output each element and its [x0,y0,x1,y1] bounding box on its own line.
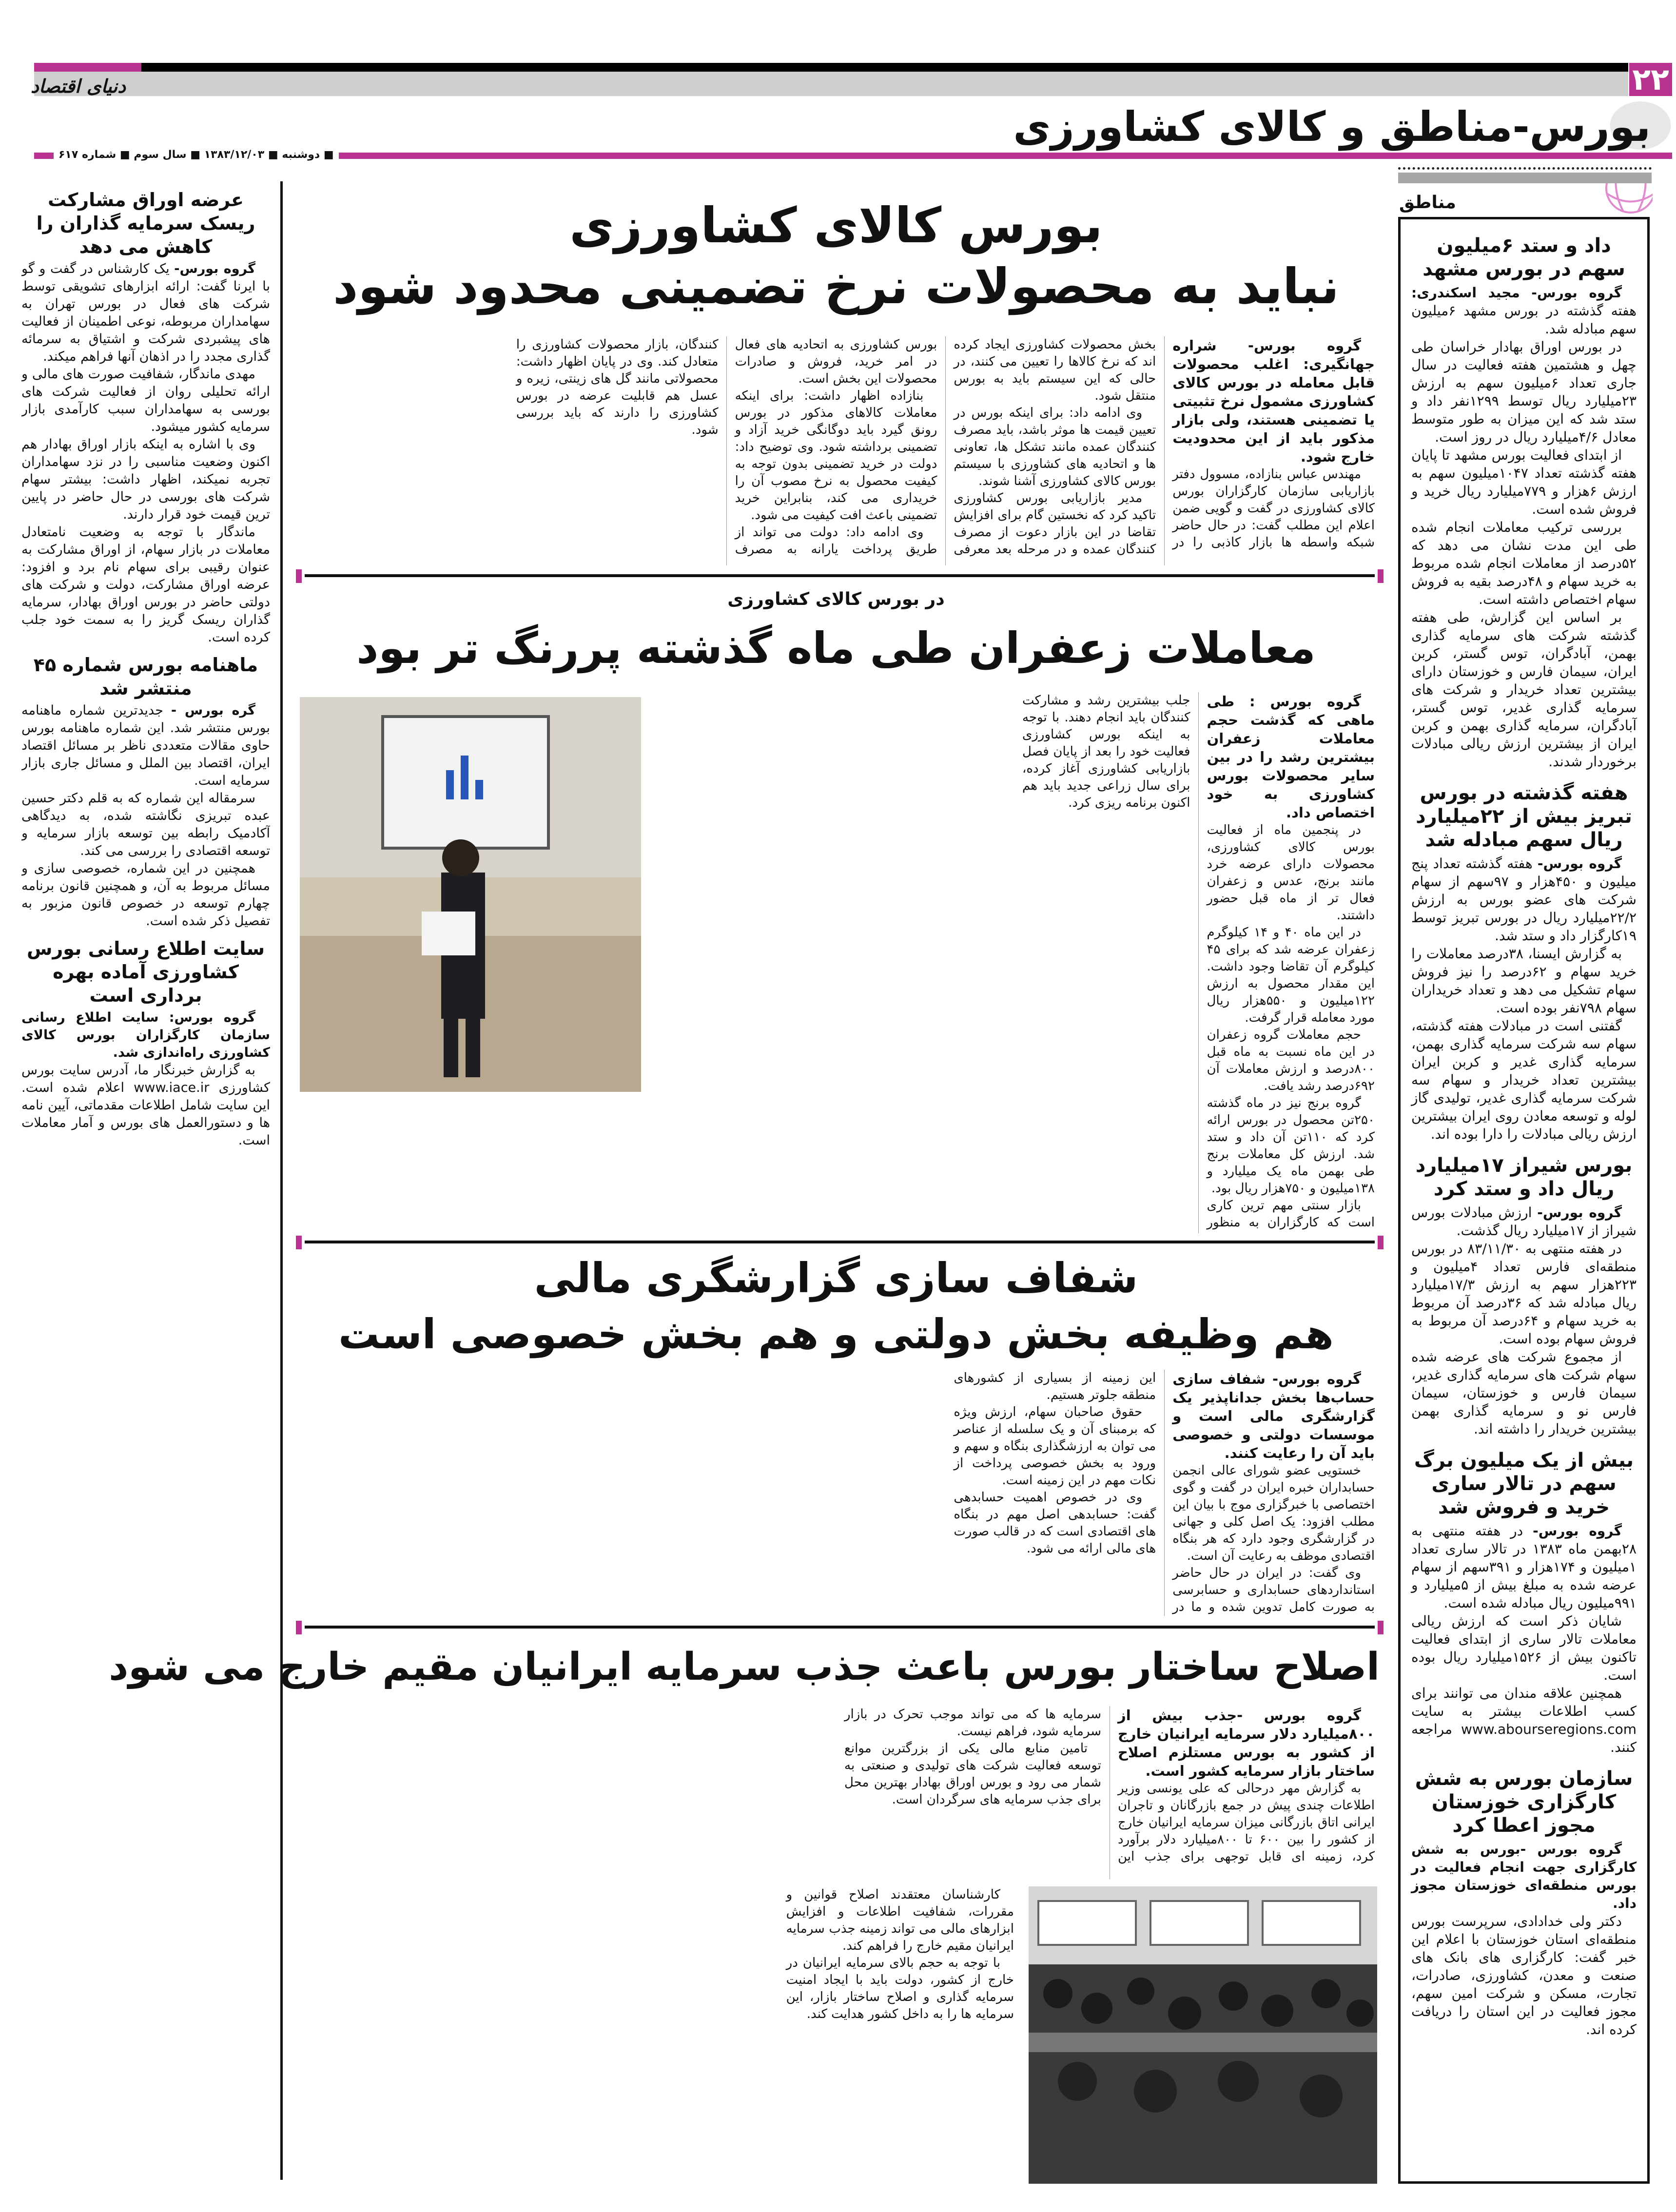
newspaper-logo: دنیای اقتصاد [30,76,126,97]
section-divider [305,1626,1375,1629]
paragraph: بررسی ترکیب معاملات انجام شده طی این مدت نشان می دهد که ۵۲درصد از معاملات انجام شده مربوط به خرید سهام و ۴۸درصد بقیه به فروش سهام اختصاص داشته است. [1411,519,1637,607]
left-story-body [21,1009,270,1149]
article-lead: گروه بورس- شفاف سازی حساب‌ها بخش جداناپذیر یک گزارشگری مالی است و موسسات دولتی و خصوصی باید آن را رعایت کنند. [1172,1371,1375,1461]
paragraph: ماندگار با توجه به وضعیت نامتعادل معاملات در بازار سهام، از اوراق مشارکت به عنوان رقیبی برای سهام نام برد و افزود: عرضه اوراق مشارکت، دولت و شرکت های دولتی حاضر در بورس اوراق بهادار، سرمایه گذاران ریسک گریز را به سمت خود جلب کرده است. [21,524,270,645]
region-story-body [1411,1840,1637,2038]
paragraph: مهندس عباس بنازاده، مسوول دفتر بازاریابی سازمان کارگزاران بورس کالای کشاورزی در گفت و گویی ضمن اعلام این مطلب گفت: در حال حاضر شبکه واسطه ها بازار کاذبی را در بخش محصولات کشاورزی ایجاد کرده اند که نرخ کالاها را تعیین می کنند، در حالی که این سیستم باید به بورس منتقل شود. [954,337,1375,550]
trading-floor-photo [300,697,641,1092]
byline: گروه بورس- [1533,1523,1622,1539]
paragraph: همچنین علاقه مندان می توانند برای کسب اطلاعات بیشتر به سایت www.abourseregions.com مراجعه کنند. [1411,1685,1637,1755]
paragraph: بنازاده اظهار داشت: برای اینکه معاملات کالاهای مذکور در بورس رونق گیرد باید دوگانگی خرید آزاد و تضمینی برداشته شود. وی توضیح داد: دولت در خرید تضمینی بدون توجه به کیفیت محصول به نرخ مصوب آن را خریداری می کند، بنابراین خرید تضمینی باعث افت کیفیت می شود. [735,388,937,523]
crowd-photo [1029,1886,1377,2184]
photo-illustration [300,697,641,1092]
paragraph: مهدی ماندگار، شفافیت صورت های مالی و ارائه تحلیلی روان از فعالیت شرکت های بورسی به سهامداران سبب کارآمدی بازار سرمایه کشور میشود. [21,367,270,434]
article-lead: گروه بورس- شراره جهانگیری: اغلب محصولات قابل معامله در بورس کالای کشاورزی مشمول نرخ تثبیتی یا تضمینی هستند، ولی بازار مذکور باید از این محدودیت خارج شود. [1172,337,1375,465]
region-story-lead [1411,854,1637,945]
paragraph: گروه برنج نیز در ماه گذشته ۲۵۰تن محصول در بورس ارائه کرد که ۱۱۰تن آن داد و ستد شد. ارزش کل معاملات برنج طی بهمن ماه یک میلیارد و ۱۳۸میلیون و ۷۵۰هزار ریال بود. [1207,1096,1375,1196]
headline-line: هم وظیفه بخش دولتی و هم بخش خصوصی است [338,1310,1334,1358]
paragraph: در بورس اوراق بهادار خراسان طی چهل و هشتمین هفته فعالیت در سال جاری تعداد ۶میلیون سهم به ارزش ۲۳میلیارد ریال توسط ۱۲۹۹نفر داد و ستد شد که این میزان به طور متوسط معادل ۴/۶میلیارد ریال در روز است. [1411,339,1637,445]
article-2-kicker: در بورس کالای کشاورزی [727,589,945,609]
paragraph: به گزارش ایسنا، ۳۸درصد معاملات را خرید سهام و ۶۲درصد را نیز فروش سهام تشکیل می دهد و تعداد خریداران سهام ۷۹۸نفر بوده است. [1411,946,1637,1016]
paragraph: بر اساس این گزارش، طی هفته گذشته شرکت های سرمایه گذاری بهمن، آبادگران، توس گستر، کربن ایران، سیمان فارس و خوزستان دارای بیشترین تعداد خریدار و شرکت های سرمایه گذاری غدیر، توس گستر، آبادگران، سرمایه گذاری بهمن و کربن ایران از بیشترین ارزش ریالی مبادلات برخوردار شدند. [1411,609,1637,770]
lead-text: هفته گذشته تعداد پنج میلیون و ۴۵۰هزار و ۹۷سهم از سهام شرکت های عضو بورس به ارزش ۲۲/۲میلیارد ریال در بورس تبریز توسط ۱۹کارگزار داد و ستد شد. [1411,855,1637,944]
masthead-bar [34,63,1628,72]
headline-line: بورس کالای کشاورزی [569,197,1103,254]
lead-text: یک کارشناس در گفت و گو با ایرنا گفت: ارائه ابزارهای تشویقی توسط شرکت های فعال در بورس تهران به سهامداران مربوطه، نوعی اطمینان از فعالیت های پیشبردی شرکت و اشتیاق به سرمائه گذاری مجدد را در اذهان آنها فراهم میکند. [21,261,270,364]
region-story-body [1411,854,1637,1143]
byline: گروه بورس: سایت اطلاع رسانی سازمان کارگزاران بورس کالای کشاورزی راه‌اندازی شد. [21,1010,270,1060]
region-story-headline: سازمان بورس به شش کارگزاری خوزستان مجوز اعطا کرد [1415,1767,1633,1837]
article-3-body [297,1370,1375,1616]
region-story-lead [1411,1522,1637,1612]
article-1-body [297,336,1375,565]
region-story-lead [1411,284,1637,338]
paragraph: به گزارش مهر درحالی که علی یونسی وزیر اطلاعات چندی پیش در جمع بازرگانان و تاجران ایرانی اتاق بازرگانی میزان سرمایه ایرانیان خارج از کشور را بین ۶۰۰ تا ۸۰۰میلیارد دلار برآورد کرد، زمینه ای قابل توجهی برای جذب این سرمایه ها که می تواند موجب تحرک در بازار سرمایه شود، فراهم نیست. [844,1707,1375,1864]
paragraph: در این ماه ۴۰ و ۱۴ کیلوگرم زعفران عرضه شد که برای ۴۵ کیلوگرم آن تقاضا وجود داشت. این مقدار محصول به ارزش ۱۲۲میلیون و ۵۵۰هزار ریال مورد معامله قرار گرفت. [1207,925,1375,1025]
region-story-headline: هفته گذشته در بورس تبریز بیش از ۲۲میلیارد ریال سهم مبادله شد [1416,782,1632,851]
paragraph: وی با اشاره به اینکه بازار اوراق بهادار هم اکنون وضعیت مناسبی را در نزد سهامداران تجربه نمیکند، اظهار داشت: بیشتر سهام شرکت های بورسی در حال حاضر در پایین ترین قیمت خود قرار دارند. [21,437,270,522]
byline: گره بورس - [171,703,255,718]
lead-text: در هفته منتهی به ۲۸بهمن ماه ۱۳۸۳ در تالار ساری تعداد ۱میلیون و ۱۷۴هزار و ۳۹۱سهم از سهام عرضه شده به مبلغ بیش از ۵میلیارد و ۹۹۱میلیون ریال مبادله شده است. [1411,1523,1637,1611]
paragraph: حجم معاملات گروه زعفران در این ماه نسبت به ماه قبل ۸۰۰درصد و ارزش معاملات آن ۶۹۲درصد رشد یافت. [1207,1028,1375,1093]
left-story-lead [21,1009,270,1062]
lead-text: جدیدترین شماره ماهنامه بورس منتشر شد. این شماره ماهنامه بورس حاوی مقالات متعددی ناظر بر مسائل اقتصاد ایران، اقتصاد بین الملل و مسائل جاری بازار سرمایه است. [21,703,270,788]
region-story-headline: داد و ستد ۶میلیون سهم در بورس مشهد [1423,234,1625,280]
region-story-headline: بیش از یک میلیون برگ سهم در تالار ساری خرید و فروش شد [1414,1449,1634,1518]
left-story-headline: عرضه اوراق مشارکت ریسک سرمایه گذاران را کاهش می دهد [36,189,255,257]
paragraph: با توجه به حجم بالای سرمایه ایرانیان در خارج از کشور، دولت باید با ایجاد امنیت سرمایه گذاری و اصلاح ساختار بازار، این سرمایه ها را به داخل کشور هدایت کند. [786,1956,1014,2021]
paragraph: شایان ذکر است که ارزش ریالی معاملات تالار ساری از ابتدای فعالیت تاکنون بیش از ۱۵۲۶میلیارد ریال بوده است. [1411,1613,1637,1683]
byline: گروه بورس- [1537,1204,1622,1221]
paragraph: وی ادامه داد: دولت می تواند از طریق پرداخت یارانه به مصرف کنندگان، بازار محصولات کشاورزی را متعادل کند. وی در پایان اظهار داشت: محصولاتی مانند گل های زینتی، زیره و عسل هم قابلیت عرضه در بورس کشاورزی را دارند که باید بررسی شود. [516,337,937,557]
regions-label: مناطق [1399,193,1456,213]
paragraph: دکتر ولی خدادادی، سرپرست بورس منطقه‌ای استان خوزستان با اعلام این خبر گفت: کارگزاری های بانک های صنعت و معدن، کشاورزی، صادرات، تجارت، مسکن و شرکت امین سهم، مجوز فعالیت در این استان را دریافت کرده اند. [1411,1913,1637,2037]
paragraph: از مجموع شرکت های عرضه شده سهام شرکت های سرمایه گذاری غدیر، سیمان فارس و خوزستان، سیمان فارس نو و سرمایه گذاری بهمن بیشترین خریدار را داشته اند. [1411,1349,1637,1437]
article-2-headline: معاملات زعفران طی ماه گذشته پررنگ تر بود [356,623,1316,673]
paragraph: سرمقاله این شماره که به قلم دکتر حسین عبده تبریزی نگاشته شده، به دیدگاهی آکادمیک رابطه بین توسعه بازار سرمایه و توسعه اقتصادی را بررسی می کند. [21,791,270,858]
regions-box [1398,217,1650,2184]
masthead-band [34,72,1628,96]
section-divider [305,1241,1375,1243]
paragraph: وی در خصوص اهمیت حسابدهی گفت: حسابدهی اصل مهم در بنگاه های اقتصادی است که در قالب صورت های مالی ارائه می شود. [954,1490,1156,1556]
page-number: ۲۲ [1629,63,1672,96]
section-divider [305,574,1375,577]
left-story-headline: ماهنامه بورس شماره ۴۵ منتشر شد [33,654,258,699]
article-3-headline [292,1250,1380,1362]
article-lead: گروه بورس -جذب بیش از ۸۰۰میلیارد دلار سرمایه ایرانیان خارج از کشور به بورس مستلزم اصلاح ساختار بازار سرمایه کشور است. [1118,1707,1375,1779]
paragraph: در هفته منتهی به ۸۳/۱۱/۳۰ در بورس منطقه‌ای فارس تعداد ۴میلیون و ۲۲۳هزار سهم به ارزش ۱۷/۳میلیارد ریال مبادله شد که ۳۶درصد آن مربوط به خرید سهام و ۶۴درصد آن مربوط به فروش سهام بوده است. [1411,1241,1637,1347]
region-story-body [1411,1203,1637,1438]
article-1-headline [292,195,1380,317]
paragraph: وی ادامه داد: برای اینکه بورس در تعیین قیمت ها موثر باشد، باید مصرف کنندگان عمده مانند تشکل ها، تعاونی ها و اتحادیه های کشاورزی با سیستم بورس کالای کشاورزی آشنا شوند. [954,406,1156,488]
paragraph: به گزارش خبرنگار ما، آدرس سایت بورس کشاورزی www.iace.ir اعلام شده است. این سایت شامل اطلاعات مقدماتی، آیین نامه ها و دستورالعمل های بورس و آمار معاملات است. [21,1063,270,1148]
paragraph: وی گفت: در ایران در حال حاضر استانداردهای حسابداری و حسابرسی به صورت کامل تدوین شده و ما در این زمینه از بسیاری از کشورهای منطقه جلوتر هستیم. [954,1371,1375,1614]
region-story-body [1411,1522,1637,1756]
paragraph: کارشناسان معتقدند اصلاح قوانین و مقررات، شفافیت اطلاعات و افزایش ابزارهای مالی می تواند زمینه جذب سرمایه ایرانیان مقیم خارج را فراهم کند. [786,1887,1014,1953]
article-2-body [653,692,1375,1233]
byline: گروه بورس- [174,261,255,276]
paragraph: بازار سنتی مهم ترین کاری است که کارگزاران به منظور جلب بیشترین رشد و مشارکت کنندگان باید انجام دهند. با توجه به اینکه بورس کشاورزی فعالیت خود را بعد از پایان فصل بازاریابی کشاورزی آغاز کرده، برای سال زراعی جدید باید هم اکنون برنامه ریزی کرد. [1022,693,1375,1230]
article-4-headline: اصلاح ساختار بورس باعث جذب سرمایه ایرانیان مقیم خارج می شود [109,1645,1380,1689]
region-story-lead [1411,1840,1637,1912]
paragraph: گفتنی است در مبادلات هفته گذشته، سهام سه شرکت سرمایه گذاری بهمن، سرمایه گذاری غدیر و کربن ایران بیشترین تعداد خریدار و سهام سه شرکت سرمایه گذاری غدیر، تولیدی گاز لوله و توسعه معادن روی ایران بیشترین ارزش ریالی مبادلات را دارا بوده اند. [1411,1018,1637,1142]
left-story-headline: سایت اطلاع رسانی بورس کشاورزی آماده بهره برداری است [26,938,265,1006]
headline-line: شفاف سازی گزارشگری مالی [534,1254,1138,1302]
paragraph: در پنجمین ماه از فعالیت بورس کالای کشاورزی، محصولات دارای عرضه خرد مانند برنج، عدس و زعفران فعال تر از ماه قبل حضور داشتند. [1207,823,1375,923]
paragraph: حقوق صاحبان سهام، ارزش ویژه که برمبنای آن و یک سلسله از عناصر می توان به ارزشگذاری بنگاه و سهم و ورود به بخش خصوصی پرداخت از نکات مهم در این زمینه است. [954,1405,1156,1488]
byline: گروه بورس- [1537,855,1622,872]
left-story-lead [21,702,270,790]
section-title: بورس-مناطق و کالای کشاورزی [1013,103,1651,151]
region-story-headline: بورس شیراز ۱۷میلیارد ریال داد و ستد کرد [1415,1154,1633,1200]
paragraph: مدیر بازاریابی بورس کشاورزی تاکید کرد که نخستین گام برای افزایش تقاضا در این بازار دعوت از مصرف کنندگان عمده و در مرحله بعد معرفی بورس کشاورزی به اتحادیه های فعال در امر خرید، فروش و صادرات محصولات این بخش است. [735,337,1156,557]
dateline: ■ دوشنبه ■ ۱۳۸۳/۱۲/۰۳ ■ سال سوم ■ شماره ۶۱۷ [54,145,339,165]
dotted-rule [1398,167,1652,170]
paragraph: تامین منابع مالی یکی از بزرگترین موانع توسعه فعالیت شرکت های تولیدی و صنعتی به شمار می رود و بورس اوراق بهادار بهترین محل برای جذب سرمایه های سرگردان است. [844,1741,1101,1807]
lead-text: ارزش مبادلات بورس شیراز از ۱۷میلیارد ریال گذشت. [1411,1204,1637,1239]
column-divider [280,181,283,2180]
left-story-lead [21,260,270,366]
paragraph: خستویی عضو شورای عالی انجمن حسابداران خبره ایران در گفت و گوی اختصاصی با خبرگزاری موج با بیان این مطلب افزود: یک اصل کلی و جهانی در گزارشگری وجود دارد که هر بنگاه اقتصادی موظف به رعایت آن است. [1172,1463,1375,1563]
left-story-body [21,702,270,930]
left-story-body [21,260,270,646]
byline: گروه بورس -بورس به شش کارگزاری جهت انجام فعالیت در بورس منطقه‌ای خوزستان مجوز داد. [1411,1841,1637,1911]
byline: گروه بورس- مجید اسکندری: [1411,285,1622,301]
region-story-lead [1411,1203,1637,1240]
lead-text: هفته گذشته در بورس مشهد ۶میلیون سهم مبادله شد. [1411,303,1637,337]
article-4-body-bottom [297,1886,1014,2184]
article-4-body-top [297,1706,1375,1879]
masthead-accent [34,63,141,72]
article-lead: گروه بورس : طی ماهی که گذشت حجم معاملات زعفران بیشترین رشد را در بین سایر محصولات بورس کشاورزی به خود اختصاص داد. [1207,693,1375,821]
region-story-body [1411,284,1637,771]
left-column [21,181,270,2180]
paragraph: از ابتدای فعالیت بورس مشهد تا پایان هفته گذشته تعداد ۱۰۴۷میلیون سهم به ارزش ۶هزار و ۷۷۹میلیارد ریال خرید و فروش شده است. [1411,447,1637,517]
headline-line: نباید به محصولات نرخ تضمینی محدود شود [333,258,1339,315]
regions-bar [1398,173,1652,183]
globe-icon [1604,183,1653,215]
paragraph: همچنین در این شماره، خصوصی سازی و مسائل مربوط به آن، و همچنین قانون برنامه چهارم توسعه در خصوص قانون مزبور به تفصیل ذکر شده است. [21,861,270,929]
photo-illustration [1029,1886,1377,2184]
